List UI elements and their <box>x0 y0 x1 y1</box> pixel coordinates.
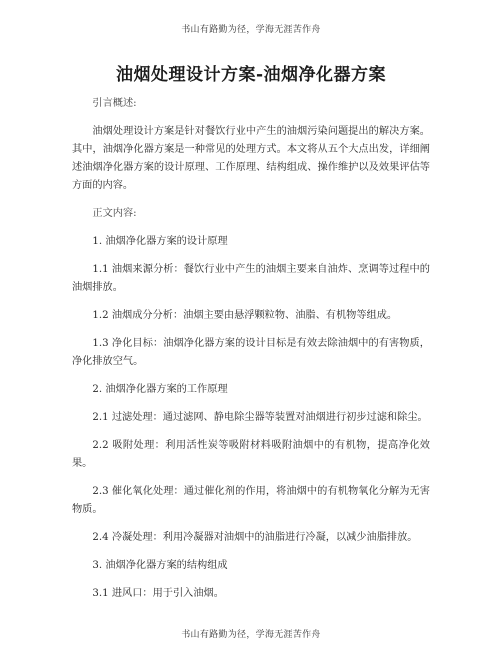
paragraph-3-1: 3.1 进风口：用于引入油烟。 <box>92 588 224 599</box>
section-heading-3: 3. 油烟净化器方案的结构组成 <box>92 560 228 571</box>
paragraph-1-3: 1.3 净化目标：油烟净化器方案的设计目标是有效去除油烟中的有害物质，净化排放空气。 <box>72 338 430 367</box>
paragraph-1-1: 1.1 油烟来源分析：餐饮行业中产生的油烟主要来自油炸、烹调等过程中的油烟排放。 <box>72 264 430 293</box>
page-footer: 书山有路勤为径，学海无涯苦作舟 <box>181 630 321 640</box>
document-body <box>72 95 430 613</box>
paragraph-2-3: 2.3 催化氧化处理：通过催化剂的作用，将油烟中的有机物氧化分解为无害物质。 <box>72 486 430 515</box>
body-label: 正文内容: <box>92 208 137 219</box>
paragraph-2-1: 2.1 过滤处理：通过滤网、静电除尘器等装置对油烟进行初步过滤和除尘。 <box>92 412 428 423</box>
page-header: 书山有路勤为径，学海无涯苦作舟 <box>181 25 321 35</box>
paragraph-2-4: 2.4 冷凝处理：利用冷凝器对油烟中的油脂进行冷凝，以减少油脂排放。 <box>92 532 418 543</box>
intro-label: 引言概述: <box>92 98 137 109</box>
document-title: 油烟处理设计方案-油烟净化器方案 <box>115 65 387 85</box>
section-heading-2: 2. 油烟净化器方案的工作原理 <box>92 384 228 395</box>
section-heading-1: 1. 油烟净化器方案的设计原理 <box>92 236 228 247</box>
paragraph-2-2: 2.2 吸附处理：利用活性炭等吸附材料吸附油烟中的有机物，提高净化效果。 <box>72 440 430 469</box>
paragraph-1-2: 1.2 油烟成分分析：油烟主要由悬浮颗粒物、油脂、有机物等组成。 <box>92 310 398 321</box>
intro-paragraph: 油烟处理设计方案是针对餐饮行业中产生的油烟污染问题提出的解决方案。其中，油烟净化器方案是一种常见的处理方式。本文将从五个大点出发，详细阐述油烟净化器方案的设计原理、工作原理、结构组成、操作维护以及效果评估等方面的内容。 <box>72 126 430 191</box>
